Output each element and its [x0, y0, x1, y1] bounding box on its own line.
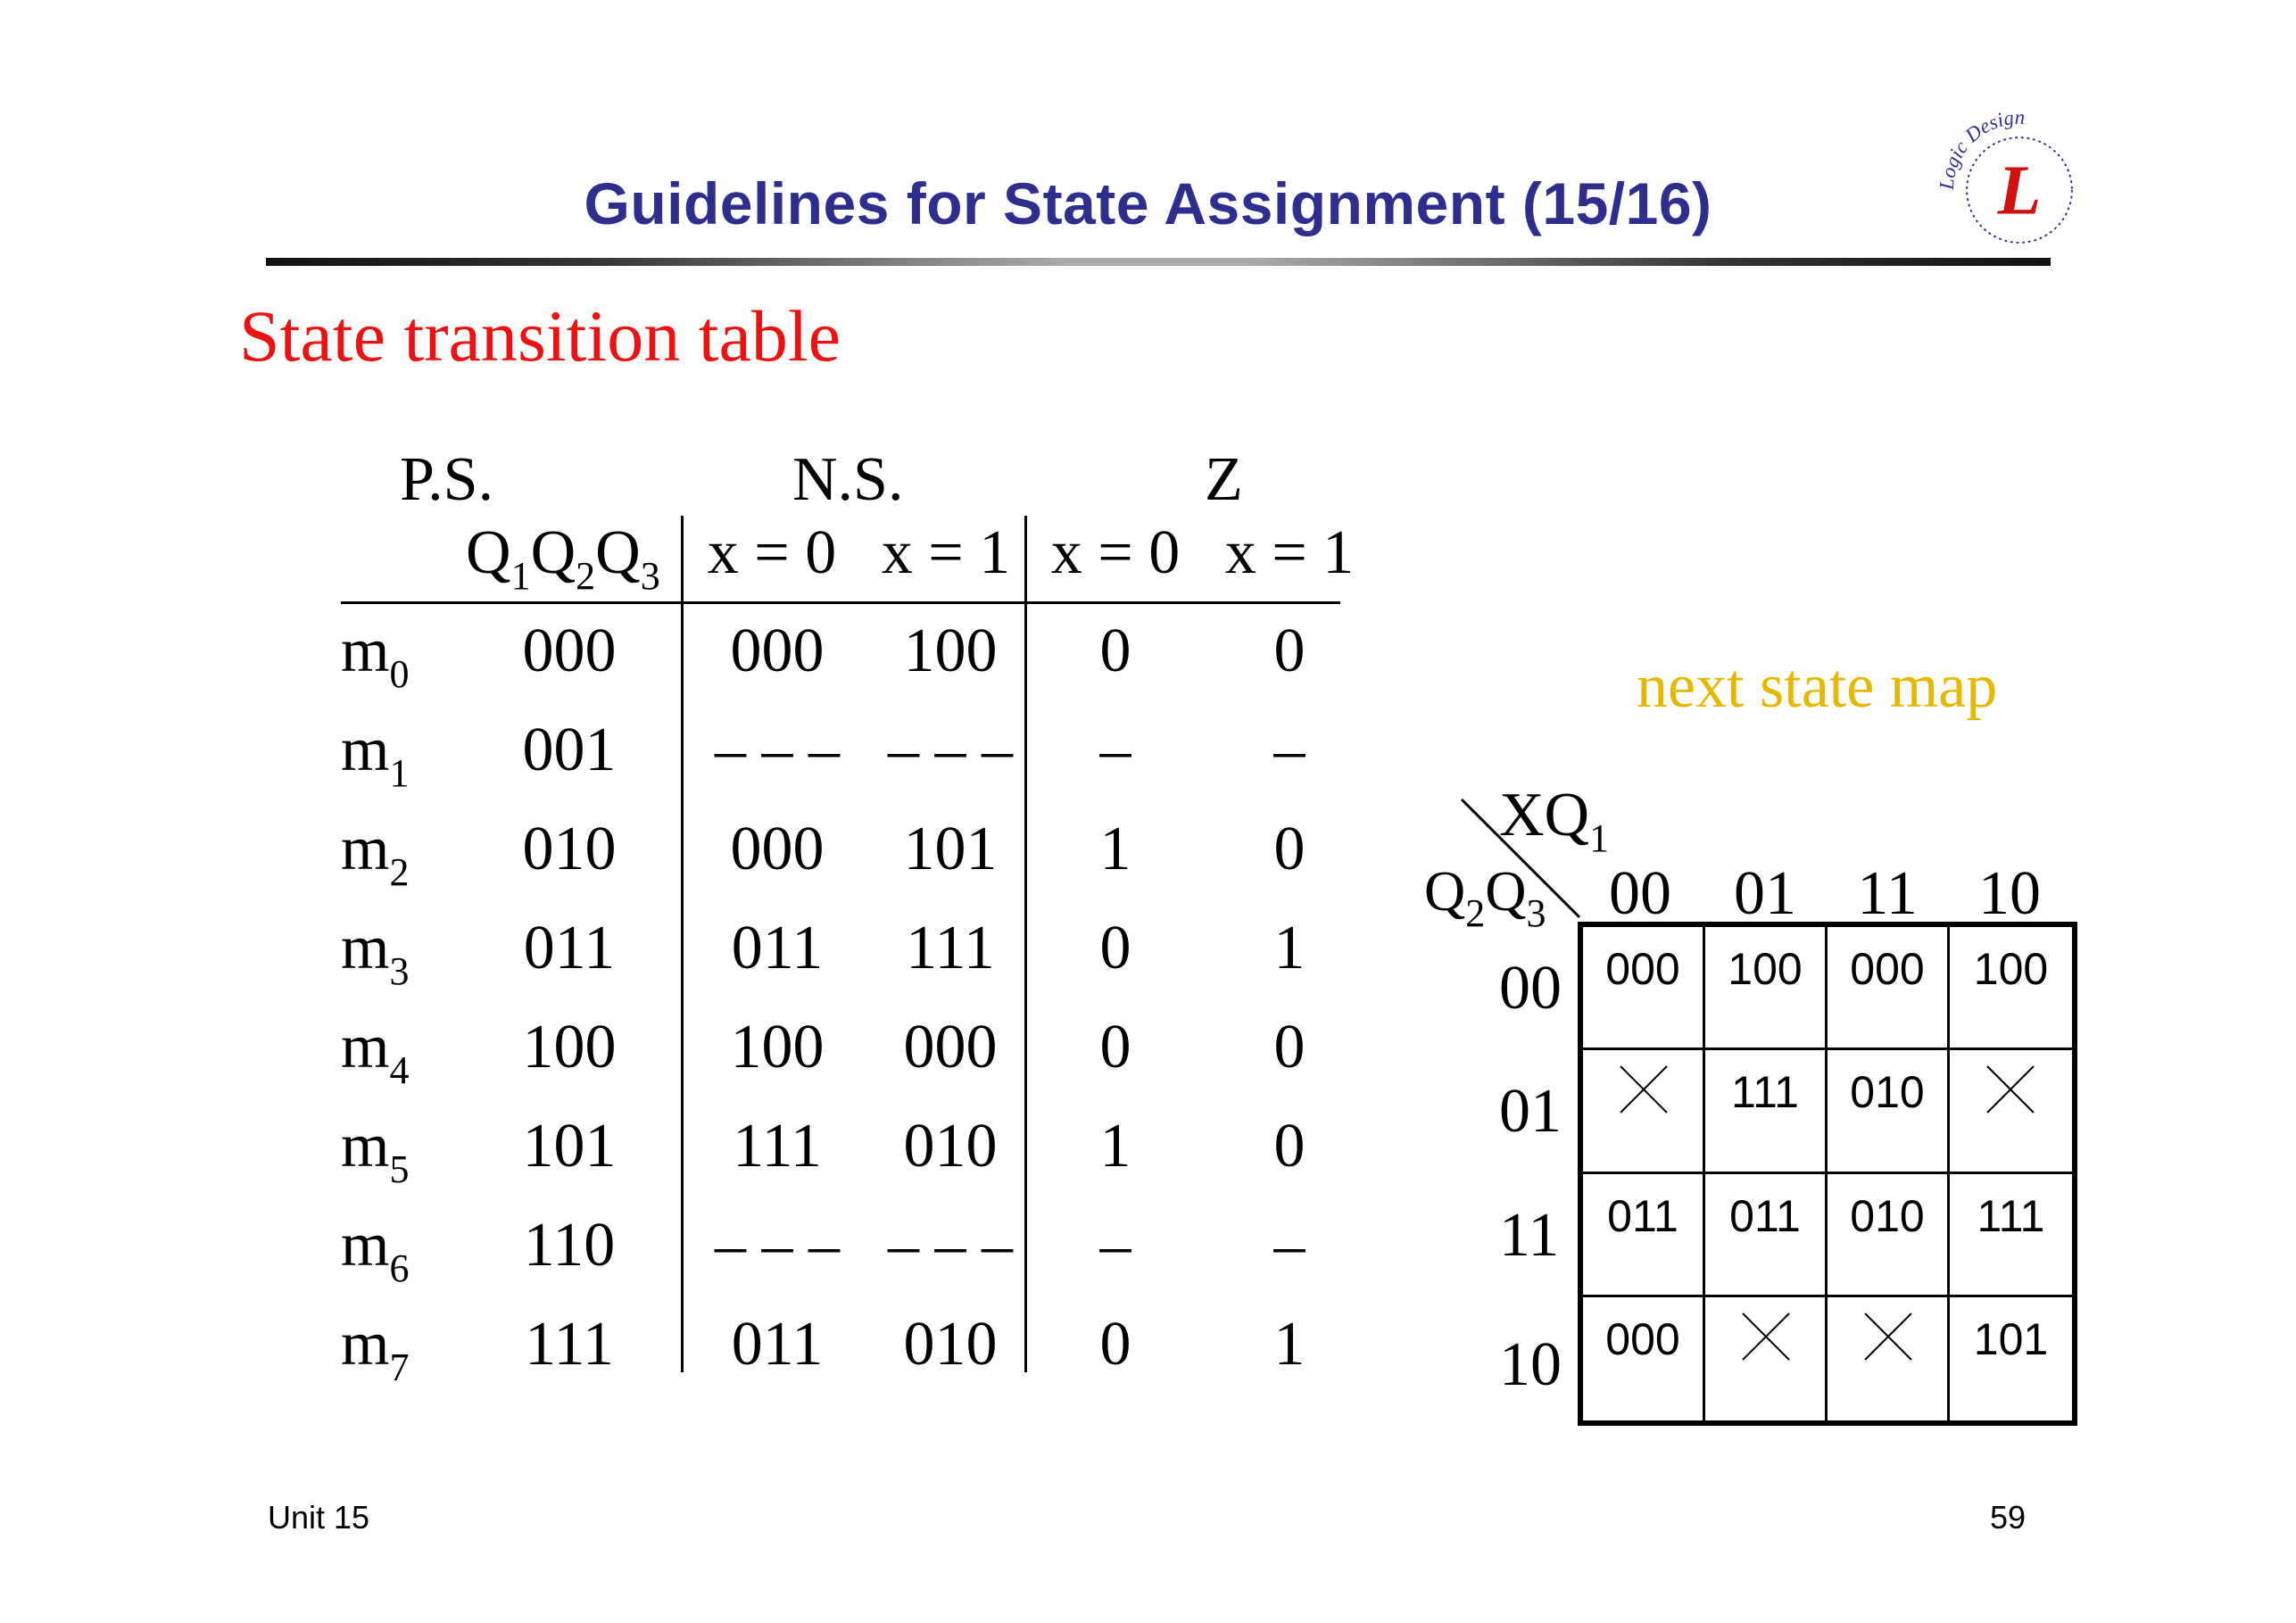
- map-title: next state map: [1637, 652, 1998, 721]
- row-output-x0: 0: [1099, 914, 1131, 982]
- kmap-row-variable: $Q_2Q_3$: [1424, 859, 1546, 935]
- row-next-state-x1: 010: [903, 1310, 998, 1379]
- kmap-column-label: 11: [1857, 859, 1918, 928]
- kmap-cell: [1828, 1050, 1950, 1173]
- row-output-x0: 0: [1099, 617, 1131, 685]
- kmap-cell: [1583, 927, 1705, 1050]
- row-present-state: 010: [522, 815, 617, 883]
- page-number: 59: [1990, 1499, 2027, 1536]
- kmap-cell-value: 010: [1850, 1190, 1925, 1241]
- kmap-cell-value: 111: [1730, 1067, 1799, 1118]
- kmap-cell: [1583, 1174, 1705, 1297]
- kmap-cell-value: 000: [1605, 1313, 1680, 1364]
- row-output-x1: –: [1273, 716, 1305, 784]
- dont-care-x-icon: [1739, 1310, 1793, 1363]
- row-minterm-label: $m_6$: [341, 1211, 410, 1290]
- svg-text:L: L: [1997, 151, 2042, 230]
- ns-x1-header: x = 1: [881, 518, 1011, 587]
- kmap-cell: [1950, 1174, 2072, 1297]
- kmap-cell-value: 100: [1973, 944, 2049, 994]
- row-present-state: 011: [523, 914, 616, 982]
- kmap-cell-value: 011: [1729, 1190, 1801, 1241]
- kmap-cell-value: 000: [1850, 944, 1925, 994]
- kmap-column-label: 01: [1734, 859, 1796, 928]
- row-minterm-label: $m_4$: [341, 1013, 410, 1092]
- ns-header: N.S.: [792, 445, 904, 514]
- row-next-state-x1: 101: [903, 815, 998, 883]
- row-output-x1: 0: [1273, 1112, 1305, 1180]
- kmap-cell-value: 010: [1850, 1067, 1925, 1118]
- kmap-row-label: 00: [1499, 954, 1562, 1023]
- row-present-state: 111: [525, 1310, 614, 1379]
- row-next-state-x1: – – –: [888, 716, 1013, 784]
- kmap-cell-value: 111: [1977, 1190, 2045, 1241]
- row-output-x0: –: [1099, 1211, 1131, 1279]
- row-present-state: 001: [522, 716, 617, 784]
- title-divider: [266, 258, 2051, 266]
- row-minterm-label: $m_3$: [341, 914, 410, 993]
- kmap-cell-value: 011: [1607, 1190, 1678, 1241]
- row-present-state: 110: [523, 1211, 616, 1279]
- row-present-state: 000: [522, 617, 617, 685]
- row-minterm-label: $m_7$: [341, 1310, 410, 1389]
- row-next-state-x0: 011: [731, 914, 824, 982]
- row-output-x1: 0: [1273, 1013, 1305, 1081]
- row-next-state-x1: – – –: [888, 1211, 1013, 1279]
- svg-text:Logic Design: Logic Design: [1935, 105, 2026, 191]
- z-header: Z: [1205, 445, 1243, 514]
- row-next-state-x1: 111: [906, 914, 995, 982]
- row-next-state-x0: 011: [731, 1310, 824, 1379]
- row-output-x0: –: [1099, 716, 1131, 784]
- kmap-dont-care-cell: [1828, 1297, 1950, 1420]
- section-heading: State transition table: [239, 295, 841, 377]
- kmap-cell-value: 000: [1605, 944, 1680, 994]
- kmap-row-label: 01: [1499, 1077, 1562, 1146]
- kmap-cell-value: 100: [1728, 944, 1803, 994]
- kmap-cell: [1705, 1174, 1828, 1297]
- kmap-dont-care-cell: [1583, 1050, 1705, 1173]
- slide-title: Guidelines for State Assignment (15/16): [584, 170, 1712, 236]
- kmap-cell: [1705, 1050, 1828, 1173]
- row-output-x0: 0: [1099, 1310, 1131, 1379]
- kmap-grid: [1578, 922, 2077, 1426]
- kmap-column-variable: $XQ_1$: [1499, 781, 1610, 860]
- z-x1-header: x = 1: [1224, 518, 1355, 587]
- row-minterm-label: $m_2$: [341, 815, 410, 894]
- row-output-x1: 0: [1273, 815, 1305, 883]
- dont-care-x-icon: [1984, 1063, 2037, 1116]
- row-next-state-x0: 111: [733, 1112, 822, 1180]
- kmap-cell-value: 101: [1973, 1313, 2049, 1364]
- kmap-dont-care-cell: [1705, 1297, 1828, 1420]
- kmap-cell: [1705, 927, 1828, 1050]
- row-output-x1: 1: [1273, 914, 1305, 982]
- row-output-x1: 1: [1273, 1310, 1305, 1379]
- row-output-x0: 0: [1099, 1013, 1131, 1081]
- row-minterm-label: $m_1$: [341, 716, 410, 795]
- kmap-cell: [1828, 927, 1950, 1050]
- z-x0-header: x = 0: [1050, 518, 1181, 587]
- row-output-x0: 1: [1099, 815, 1131, 883]
- logic-design-logo: [1935, 105, 2104, 275]
- kmap-column-label: 10: [1978, 859, 2041, 928]
- kmap-row-label: 10: [1499, 1330, 1562, 1399]
- row-output-x1: 0: [1273, 617, 1305, 685]
- row-next-state-x1: 100: [903, 617, 998, 685]
- ns-x0-header: x = 0: [707, 518, 837, 587]
- row-next-state-x0: 000: [730, 815, 825, 883]
- dont-care-x-icon: [1861, 1310, 1915, 1363]
- row-next-state-x0: 000: [730, 617, 825, 685]
- row-present-state: 101: [522, 1112, 617, 1180]
- kmap-dont-care-cell: [1950, 1050, 2072, 1173]
- ps-ns-divider: [681, 516, 684, 1372]
- row-output-x1: –: [1273, 1211, 1305, 1279]
- row-next-state-x0: 100: [730, 1013, 825, 1081]
- kmap-cell: [1950, 927, 2072, 1050]
- ps-variables-header: $Q_1Q_2Q_3$: [466, 518, 660, 598]
- row-next-state-x0: – – –: [715, 716, 840, 784]
- row-output-x0: 1: [1099, 1112, 1131, 1180]
- row-next-state-x1: 000: [903, 1013, 998, 1081]
- row-minterm-label: $m_5$: [341, 1112, 410, 1191]
- kmap-row-label: 11: [1499, 1201, 1560, 1270]
- row-next-state-x0: – – –: [715, 1211, 840, 1279]
- kmap-cell: [1583, 1297, 1705, 1420]
- row-minterm-label: $m_0$: [341, 617, 410, 696]
- kmap-column-label: 00: [1609, 859, 1671, 928]
- row-present-state: 100: [522, 1013, 617, 1081]
- kmap-cell: [1828, 1174, 1950, 1297]
- header-rule: [341, 601, 1340, 604]
- ps-header: P.S.: [400, 445, 494, 514]
- dont-care-x-icon: [1617, 1063, 1670, 1116]
- footer-unit-label: Unit 15: [268, 1499, 370, 1536]
- kmap-cell: [1950, 1297, 2072, 1420]
- row-next-state-x1: 010: [903, 1112, 998, 1180]
